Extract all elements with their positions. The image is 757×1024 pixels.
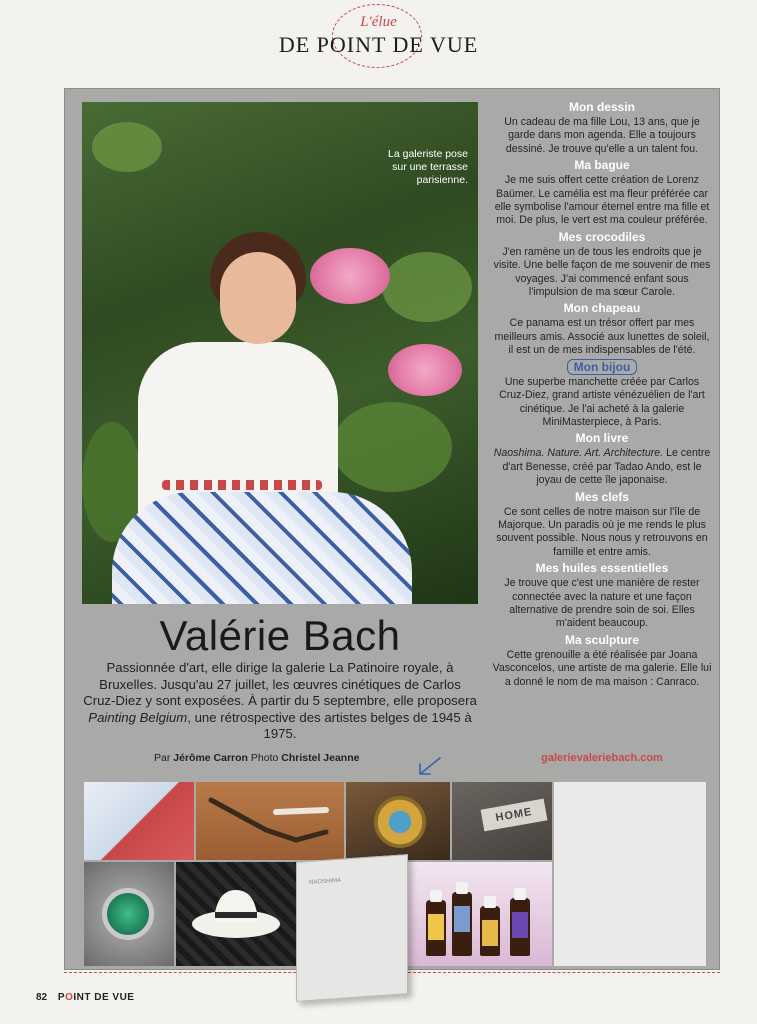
section-title: Mes huiles essentielles [535, 561, 669, 576]
pink-hydrangea [388, 344, 462, 396]
object-section [492, 431, 712, 487]
face [220, 252, 296, 344]
object-section [492, 490, 712, 560]
cuff-bracelet [374, 796, 426, 848]
section-text: Une superbe manchette créée par Carlos Cruz-Diez, grand artiste vénézuélien de l'art cinétique. Je l'ai acheté à la galerie MiniMasterpiece, à Paris. [499, 375, 705, 428]
thumb-frog-sculpture [554, 782, 706, 966]
section-title: Ma bague [574, 158, 630, 173]
section-title: Mon dessin [568, 100, 635, 114]
book-cover-text: NAOSHIMA [309, 877, 342, 887]
section-title: Mes clefs [574, 489, 630, 504]
object-section [492, 158, 712, 228]
panama-hat-icon [190, 882, 282, 942]
section-text: Un cadeau de ma fille Lou, 13 ans, que je garde dans mon agenda. Elle a toujours dessiné. Je trouve qu'elle a un talent fou. [504, 116, 700, 155]
masthead [0, 0, 757, 72]
section-text: Cette grenouille a été réalisée par Joana Vasconcelos, une artiste de ma galerie. Elle lui a donné le nom de ma maison : Canraco. [492, 648, 712, 688]
masthead-kicker: L'élue [360, 14, 397, 30]
section-title: Ma sculpture [564, 632, 639, 647]
object-section [492, 230, 712, 300]
magazine-name: POINT DE VUE [57, 992, 135, 1003]
floral-skirt [112, 492, 412, 604]
page-footer [36, 992, 134, 1003]
masthead-title: DE POINT DE VUE [278, 32, 479, 57]
section-text: Naoshima. Nature. Art. Architecture. Le centre d'art Benesse, créé par Tadao Ando, est le joyau de cette île japonaise. [493, 447, 711, 487]
thumb-drawing [84, 782, 194, 860]
section-title: Mon chapeau [563, 301, 641, 316]
section-title: Mon livre [575, 431, 629, 446]
section-title: Mon bijou [492, 360, 712, 375]
object-section [492, 633, 712, 689]
home-keyring: HOME [481, 799, 548, 832]
object-section [492, 301, 712, 357]
page-number: 82 [36, 992, 48, 1003]
section-text: Ce sont celles de notre maison sur l'île de Majorque. Un paradis où je me rends le plus souvent possible. Nous nous y retrouvons en famille et entre amis. [496, 505, 708, 558]
section-text: J'en ramène un de tous les endroits que je visite. Une belle façon de me souvenir de mes voyages. J'ai commencé enfant sous l'impulsion de ma sœur Carole. [493, 245, 711, 299]
crocodile-icon [206, 792, 336, 852]
section-title: Mes crocodiles [558, 229, 646, 244]
oil-bottle [452, 892, 472, 956]
thumb-keys [452, 782, 552, 860]
thumb-cuff [346, 782, 450, 860]
naoshima-book [296, 854, 408, 1002]
thumb-panama-hat [176, 862, 296, 966]
photo-caption: La galeriste pose sur une terrasse parisienne. [388, 148, 468, 186]
green-ring [102, 888, 154, 940]
section-text: Je me suis offert cette création de Lorenz Baümer. Le camélia est ma fleur préférée car elle symbolise l'amour éternel entre ma fille et moi. De plus, le vert est ma couleur préférée. [494, 174, 710, 227]
objects-column [492, 100, 712, 691]
hand-drawn-arrow-icon [414, 756, 444, 778]
object-section [492, 360, 712, 430]
thumb-crocodiles [196, 782, 344, 860]
section-text: Ce panama est un trésor offert par mes meilleurs amis. Associé aux lunettes de soleil, il est un de mes indispensables de l'été. [494, 317, 710, 357]
object-section [492, 100, 712, 156]
striped-belt [162, 480, 322, 490]
website-link[interactable]: galerievaleriebach.com [541, 752, 663, 764]
object-section [492, 561, 712, 631]
oil-bottle [480, 906, 500, 956]
thumb-essential-oils [406, 862, 552, 966]
profile-intro: Passionnée d'art, elle dirige la galerie La Patinoire royale, à Bruxelles. Jusqu'au 27 juillet, les œuvres cinétiques de Carlos Cruz-Diez y sont exposées. À partir du 5 septembre, elle proposera Painting Belgium, une rétrospective des artistes belges de 1945 à 1975. [83, 660, 477, 741]
thumb-ring [84, 862, 174, 966]
byline: Par Jérôme Carron Photo Christel Jeanne [154, 752, 360, 764]
oil-bottle [510, 898, 530, 956]
section-text: Je trouve que c'est une manière de rester connectée avec la nature et une façon alternative de prendre soin de soi. Elles m'aident beaucoup. [504, 577, 700, 630]
oil-bottle [426, 900, 446, 956]
profile-name: Valérie Bach [159, 612, 401, 659]
pink-hydrangea [310, 248, 390, 304]
portrait-photo [82, 102, 478, 604]
